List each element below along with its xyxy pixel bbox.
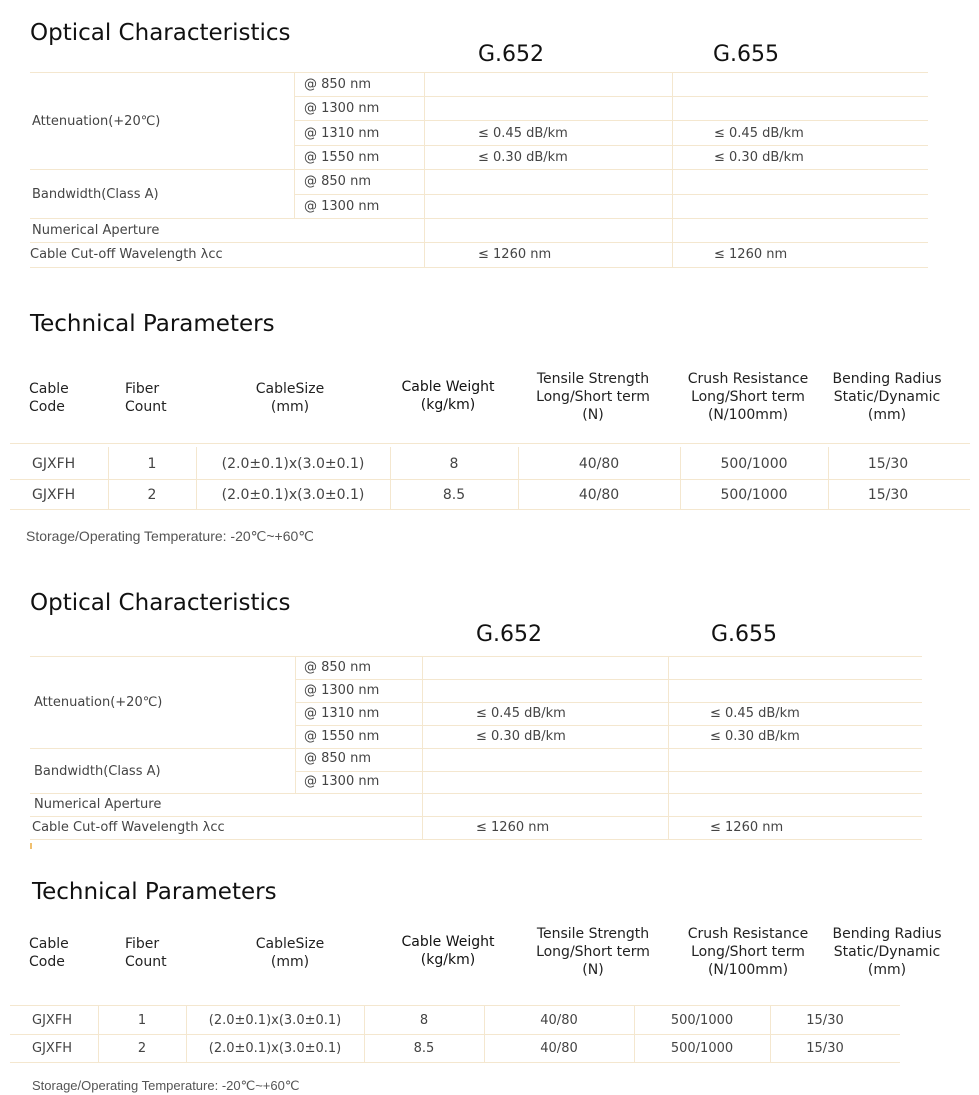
cell-crush-resistance: 500/1000 — [670, 1041, 734, 1056]
row-sub-label: @ 1310 nm — [304, 706, 380, 721]
grid-line — [30, 169, 928, 170]
cell-fiber-count: 1 — [147, 456, 157, 472]
value-g655-1310: ≤ 0.45 dB/km — [710, 706, 800, 721]
decorative-mark — [30, 843, 32, 849]
cell-cable-size: (2.0±0.1)x(3.0±0.1) — [208, 1041, 342, 1056]
grid-line — [10, 509, 970, 510]
grid-line — [294, 145, 928, 146]
value-g652-1310: ≤ 0.45 dB/km — [476, 706, 566, 721]
cell-tensile-strength: 40/80 — [540, 1041, 578, 1056]
row-sub-label: @ 850 nm — [304, 77, 371, 92]
value-g655-1550: ≤ 0.30 dB/km — [710, 729, 800, 744]
value-g655-1550: ≤ 0.30 dB/km — [714, 150, 804, 165]
grid-line — [294, 194, 928, 195]
row-sub-label: @ 850 nm — [304, 660, 371, 675]
cell-cable-size: (2.0±0.1)x(3.0±0.1) — [221, 487, 365, 503]
optical-col-g652: G.652 — [476, 622, 543, 647]
row-attenuation-label: Attenuation(+20℃) — [34, 695, 163, 710]
cell-cable-weight: 8.5 — [413, 1041, 435, 1056]
optical-col-g655: G.655 — [711, 622, 778, 647]
cell-bending-radius: 15/30 — [867, 487, 909, 503]
header-cable-code: Cable Code — [29, 381, 69, 415]
grid-line — [294, 120, 928, 121]
grid-line — [295, 679, 922, 680]
optical-title: Optical Characteristics — [30, 590, 291, 616]
grid-line — [10, 443, 970, 444]
cell-cable-size: (2.0±0.1)x(3.0±0.1) — [208, 1013, 342, 1028]
cell-crush-resistance: 500/1000 — [720, 487, 788, 503]
row-sub-label: @ 1300 nm — [304, 199, 380, 214]
header-fiber-count: Fiber Count — [125, 936, 167, 970]
cell-bending-radius: 15/30 — [867, 456, 909, 472]
storage-temperature-note: Storage/Operating Temperature: -20℃~+60℃ — [32, 1078, 300, 1093]
grid-line — [30, 748, 922, 749]
grid-line — [30, 816, 922, 817]
cell-cable-code: GJXFH — [32, 456, 76, 472]
row-sub-label: @ 850 nm — [304, 174, 371, 189]
grid-line — [295, 725, 922, 726]
cell-tensile-strength: 40/80 — [540, 1013, 578, 1028]
cell-cable-weight: 8.5 — [442, 487, 466, 503]
grid-line — [295, 771, 922, 772]
grid-line — [294, 96, 928, 97]
header-cable-size: CableSize (mm) — [255, 381, 325, 415]
row-sub-label: @ 1550 nm — [304, 150, 380, 165]
header-bending-radius: Bending Radius Static/Dynamic (mm) — [832, 926, 942, 978]
cell-fiber-count: 2 — [137, 1041, 147, 1056]
header-cable-code: Cable Code — [29, 936, 69, 970]
cell-bending-radius: 15/30 — [806, 1013, 844, 1028]
cell-fiber-count: 1 — [137, 1013, 147, 1028]
grid-line — [422, 656, 423, 839]
grid-line — [30, 218, 928, 219]
grid-line — [10, 479, 970, 480]
header-cable-weight: Cable Weight (kg/km) — [401, 934, 495, 968]
header-bending-radius: Bending Radius Static/Dynamic (mm) — [832, 371, 942, 423]
cell-tensile-strength: 40/80 — [578, 456, 620, 472]
technical-title: Technical Parameters — [30, 311, 275, 337]
optical-col-g655: G.655 — [713, 42, 780, 67]
cell-cable-code: GJXFH — [32, 487, 76, 503]
row-attenuation-label: Attenuation(+20℃) — [32, 114, 161, 129]
row-numerical-aperture-label: Numerical Aperture — [34, 797, 162, 812]
header-tensile-strength: Tensile Strength Long/Short term (N) — [536, 926, 650, 978]
value-g655-cutoff: ≤ 1260 nm — [714, 247, 788, 262]
header-crush-resistance: Crush Resistance Long/Short term (N/100mm) — [687, 371, 809, 423]
optical-col-g652: G.652 — [478, 42, 545, 67]
grid-line — [30, 656, 922, 657]
row-sub-label: @ 1300 nm — [304, 101, 380, 116]
cell-crush-resistance: 500/1000 — [670, 1013, 734, 1028]
cell-bending-radius: 15/30 — [806, 1041, 844, 1056]
grid-line — [30, 793, 922, 794]
header-cable-weight: Cable Weight (kg/km) — [401, 379, 495, 413]
cell-fiber-count: 2 — [147, 487, 157, 503]
grid-line — [294, 72, 295, 218]
value-g652-cutoff: ≤ 1260 nm — [478, 247, 552, 262]
grid-line — [30, 839, 922, 840]
row-cutoff-wavelength-label: Cable Cut-off Wavelength λcc — [30, 247, 223, 262]
grid-line — [424, 72, 425, 267]
cell-cable-code: GJXFH — [32, 1013, 73, 1028]
grid-line — [10, 1005, 900, 1006]
header-tensile-strength: Tensile Strength Long/Short term (N) — [536, 371, 650, 423]
storage-temperature-note: Storage/Operating Temperature: -20℃~+60℃ — [26, 528, 315, 544]
value-g652-cutoff: ≤ 1260 nm — [476, 820, 550, 835]
value-g652-1550: ≤ 0.30 dB/km — [476, 729, 566, 744]
grid-line — [668, 656, 669, 839]
optical-title: Optical Characteristics — [30, 20, 291, 46]
row-sub-label: @ 1300 nm — [304, 683, 380, 698]
row-sub-label: @ 1310 nm — [304, 126, 380, 141]
grid-line — [10, 1034, 900, 1035]
cell-cable-code: GJXFH — [32, 1041, 73, 1056]
value-g652-1550: ≤ 0.30 dB/km — [478, 150, 568, 165]
cell-tensile-strength: 40/80 — [578, 487, 620, 503]
value-g652-1310: ≤ 0.45 dB/km — [478, 126, 568, 141]
grid-line — [30, 72, 928, 73]
grid-line — [30, 267, 928, 268]
cell-cable-weight: 8 — [449, 456, 459, 472]
row-sub-label: @ 850 nm — [304, 751, 371, 766]
technical-title: Technical Parameters — [32, 879, 277, 905]
header-cable-size: CableSize (mm) — [255, 936, 325, 970]
cell-cable-weight: 8 — [419, 1013, 429, 1028]
header-crush-resistance: Crush Resistance Long/Short term (N/100mm) — [687, 926, 809, 978]
row-cutoff-wavelength-label: Cable Cut-off Wavelength λcc — [32, 820, 225, 835]
cell-crush-resistance: 500/1000 — [720, 456, 788, 472]
grid-line — [672, 72, 673, 267]
header-fiber-count: Fiber Count — [125, 381, 167, 415]
value-g655-1310: ≤ 0.45 dB/km — [714, 126, 804, 141]
row-bandwidth-label: Bandwidth(Class A) — [32, 187, 159, 202]
cell-cable-size: (2.0±0.1)x(3.0±0.1) — [221, 456, 365, 472]
grid-line — [295, 656, 296, 793]
grid-line — [30, 242, 928, 243]
row-sub-label: @ 1300 nm — [304, 774, 380, 789]
value-g655-cutoff: ≤ 1260 nm — [710, 820, 784, 835]
grid-line — [10, 1062, 900, 1063]
row-sub-label: @ 1550 nm — [304, 729, 380, 744]
grid-line — [295, 702, 922, 703]
row-numerical-aperture-label: Numerical Aperture — [32, 223, 160, 238]
row-bandwidth-label: Bandwidth(Class A) — [34, 764, 161, 779]
